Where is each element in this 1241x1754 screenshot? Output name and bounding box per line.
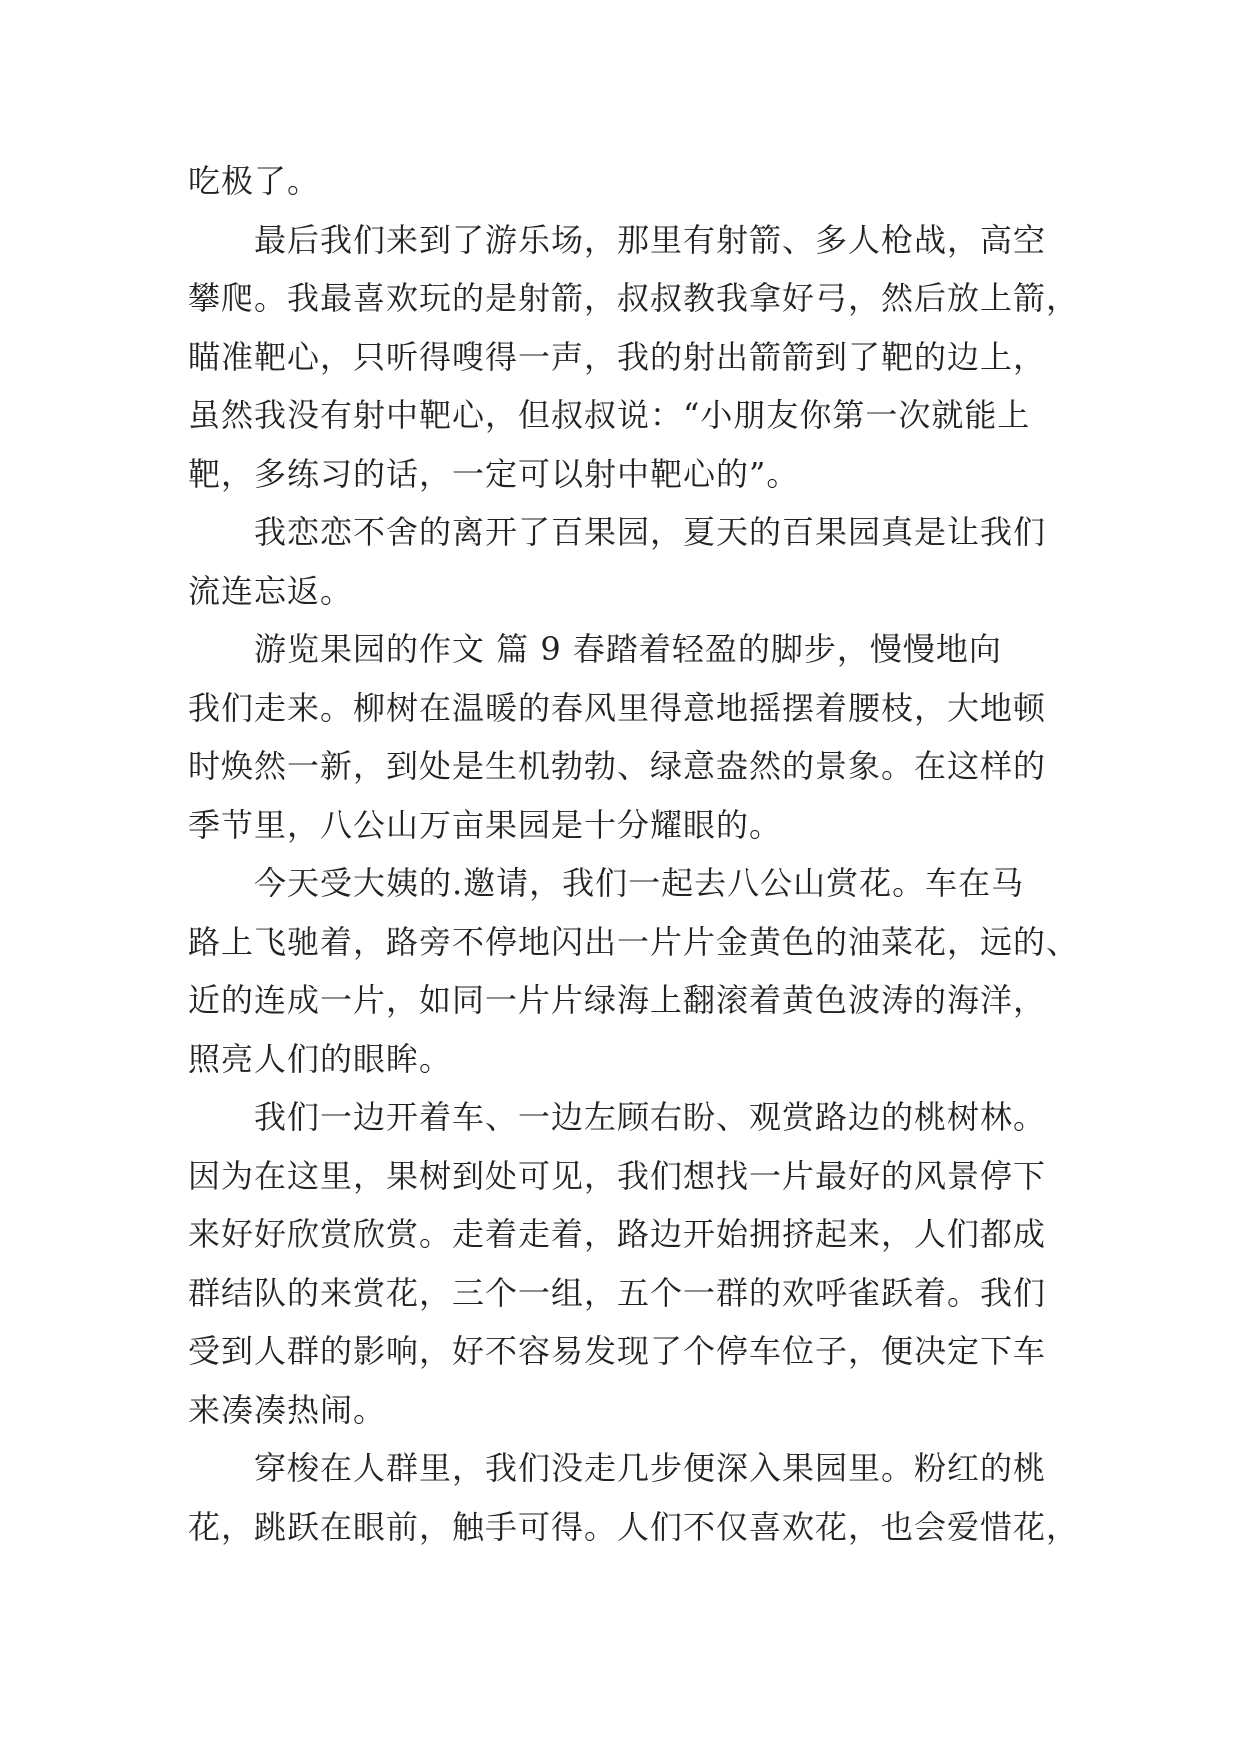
text-line: 路上飞驰着，路旁不停地闪出一片片金黄色的油菜花，远的、 <box>188 922 1080 961</box>
text-line: 我们一边开着车、一边左顾右盼、观赏路边的桃树林。 <box>254 1098 1047 1136</box>
text-line: 流连忘返。 <box>188 571 354 610</box>
text-line: 我们走来。柳树在温暖的春风里得意地摇摆着腰枝，大地顿 <box>188 688 1047 727</box>
text-line: 来凑凑热闹。 <box>188 1390 387 1429</box>
text-line: 季节里，八公山万亩果园是十分耀眼的。 <box>188 805 783 844</box>
text-line: 游览果园的作文 篇 9 春踏着轻盈的脚步，慢慢地向 <box>254 630 1002 668</box>
text-line: 最后我们来到了游乐场，那里有射箭、多人枪战，高空 <box>254 220 1047 259</box>
text-line: 近的连成一片，如同一片片绿海上翻滚着黄色波涛的海洋， <box>188 981 1047 1019</box>
text-line: 瞄准靶心，只听得嗖得一声，我的射出箭箭到了靶的边上， <box>188 337 1047 376</box>
text-line: 受到人群的影响，好不容易发现了个停车位子，便决定下车 <box>188 1332 1047 1370</box>
text-line: 来好好欣赏欣赏。走着走着，路边开始拥挤起来，人们都成 <box>188 1215 1047 1253</box>
text-line: 穿梭在人群里，我们没走几步便深入果园里。粉红的桃 <box>254 1449 1047 1487</box>
text-line: 时焕然一新，到处是生机勃勃、绿意盎然的景象。在这样的 <box>188 747 1047 785</box>
document-body <box>188 152 1080 1556</box>
text-line: 我恋恋不舍的离开了百果园，夏天的百果园真是让我们 <box>254 513 1047 551</box>
text-line: 因为在这里，果树到处可见，我们想找一片最好的风景停下 <box>188 1156 1047 1195</box>
text-line: 虽然我没有射中靶心，但叔叔说：“小朋友你第一次就能上 <box>188 396 1031 434</box>
text-line: 群结队的来赏花，三个一组，五个一群的欢呼雀跃着。我们 <box>188 1273 1047 1312</box>
text-line: 攀爬。我最喜欢玩的是射箭，叔叔教我拿好弓，然后放上箭， <box>188 279 1080 317</box>
text-line: 今天受大姨的.邀请，我们一起去八公山赏花。车在马 <box>254 864 1025 902</box>
text-line: 吃极了。 <box>188 162 321 200</box>
text-line: 靶，多练习的话，一定可以射中靶心的”。 <box>188 454 800 493</box>
text-line: 花，跳跃在眼前，触手可得。人们不仅喜欢花，也会爱惜花， <box>188 1507 1080 1546</box>
text-line: 照亮人们的眼眸。 <box>188 1039 453 1078</box>
